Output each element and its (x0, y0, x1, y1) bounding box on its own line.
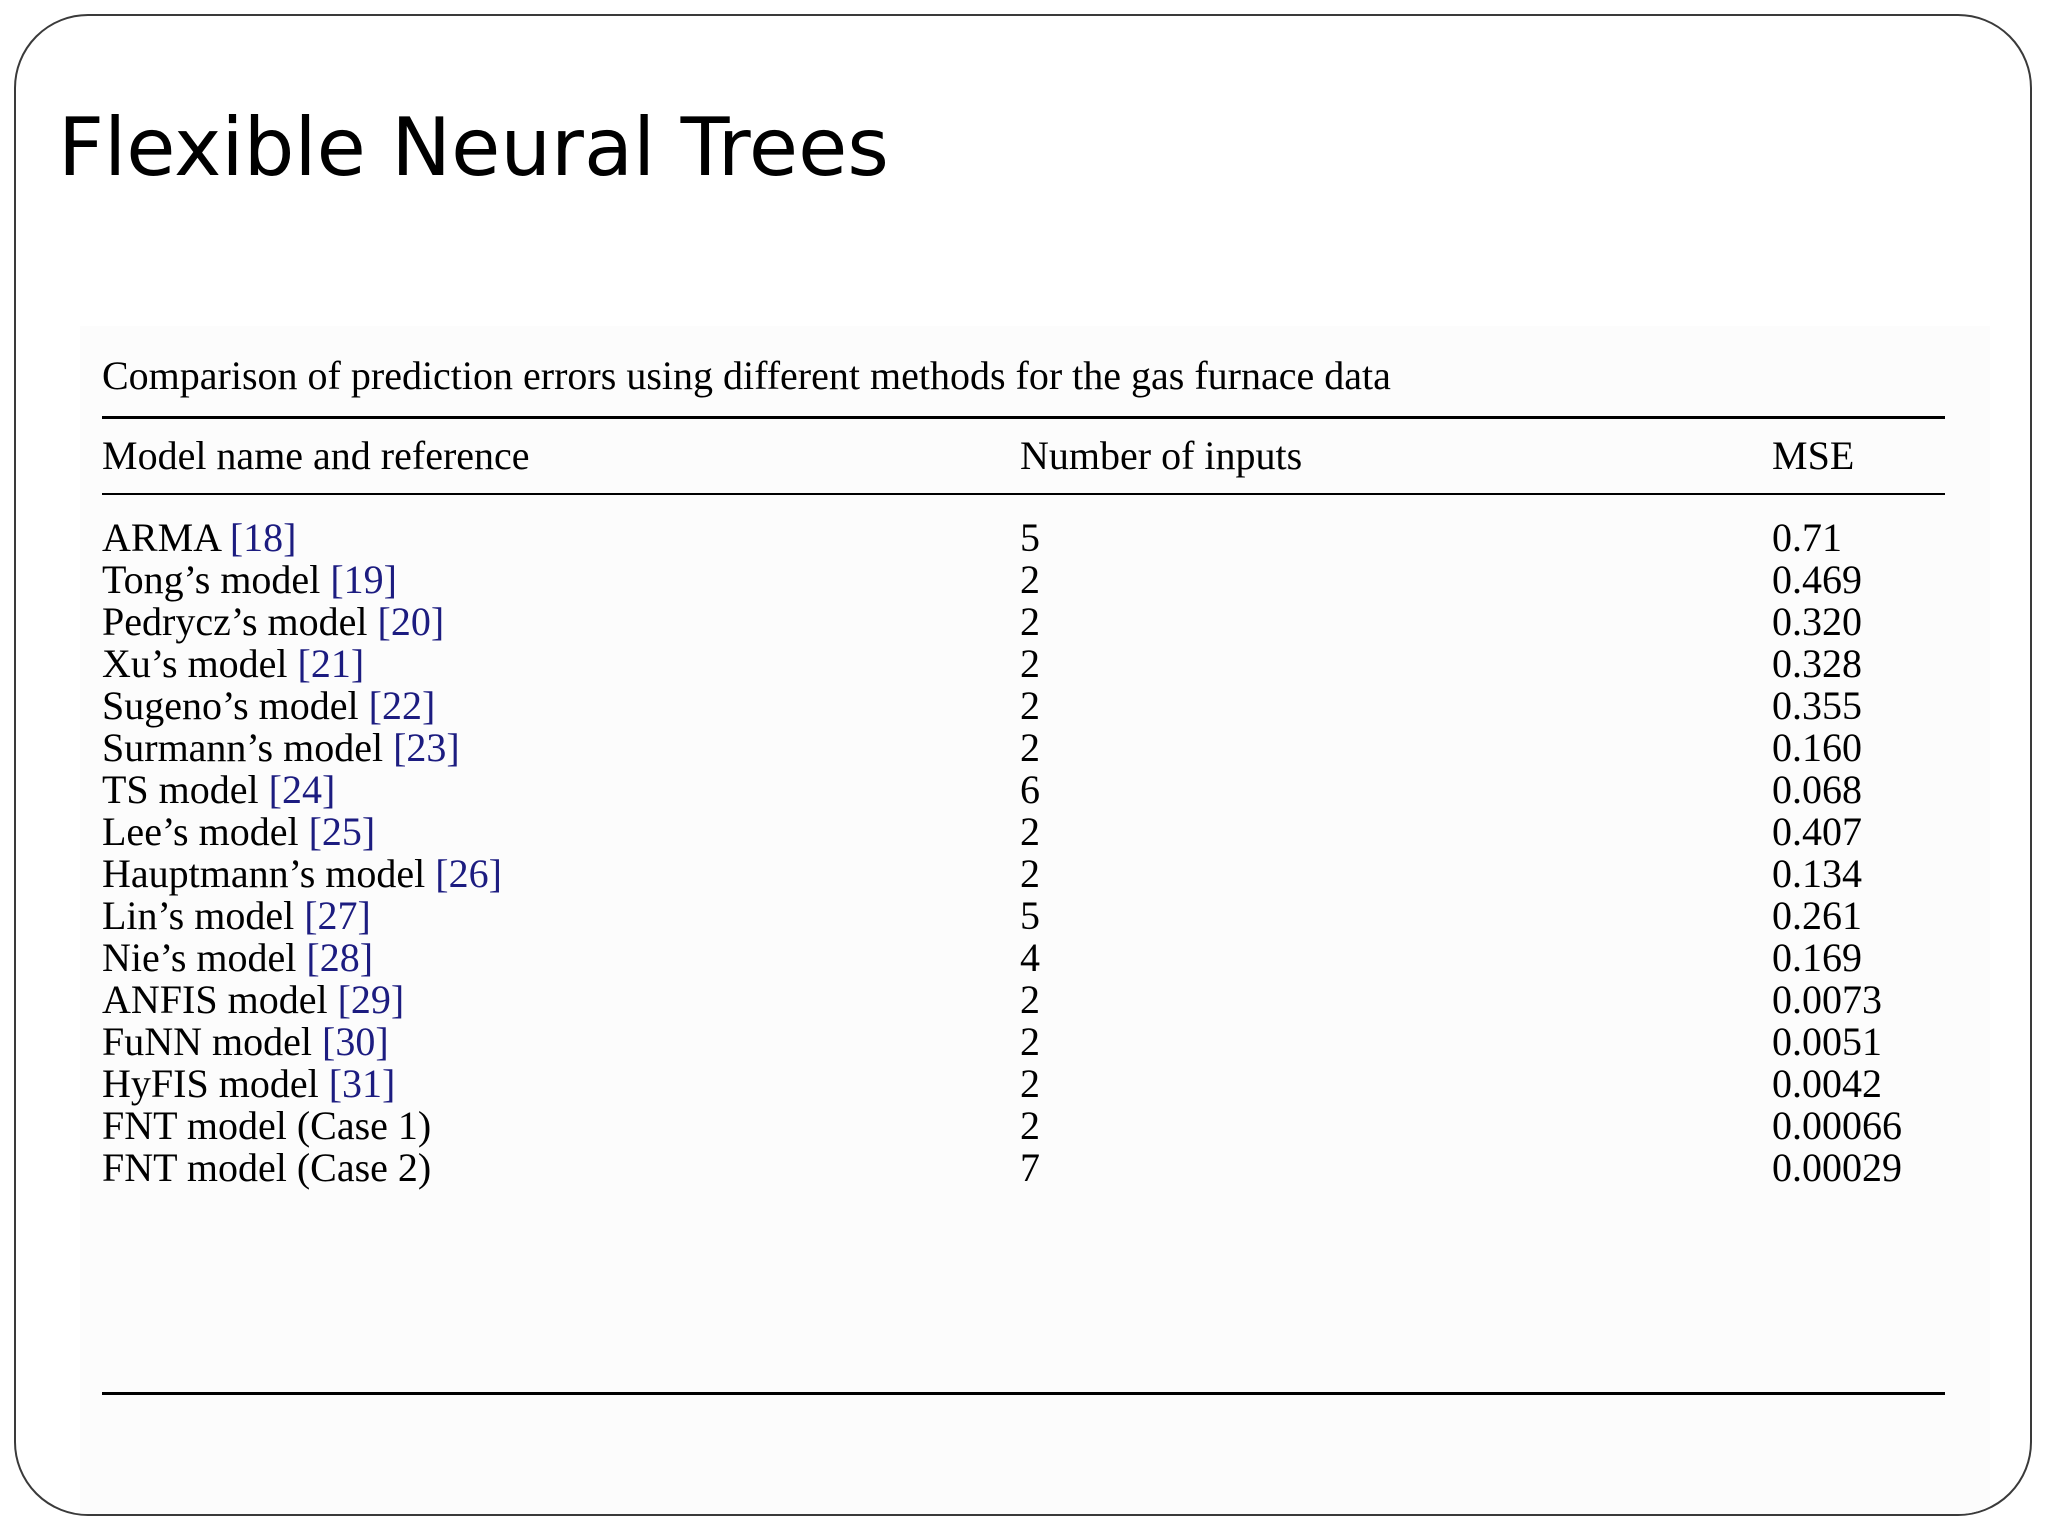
reference-link[interactable]: [19] (330, 557, 397, 602)
mse-cell: 0.320 (1772, 599, 1862, 644)
reference-link[interactable]: [30] (322, 1019, 389, 1064)
model-name: ARMA (102, 515, 220, 560)
model-name: Lin’s model (102, 893, 295, 938)
table-bottom-rule (102, 1392, 1945, 1395)
model-name: FNT model (Case 1) (102, 1103, 432, 1148)
reference-link[interactable]: [31] (328, 1061, 396, 1106)
model-name: HyFIS model (102, 1061, 319, 1106)
table-header-rule (102, 493, 1945, 495)
mse-cell: 0.00066 (1772, 1103, 1902, 1148)
model-name: Nie’s model (102, 935, 297, 980)
reference-link[interactable]: [28] (306, 935, 374, 980)
inputs-cell: 2 (1020, 1103, 1040, 1148)
inputs-cell: 2 (1020, 641, 1040, 686)
reference-link[interactable]: [26] (435, 851, 502, 896)
mse-cell: 0.261 (1772, 893, 1862, 938)
inputs-cell: 5 (1020, 893, 1040, 938)
mse-cell: 0.0073 (1772, 977, 1882, 1022)
inputs-cell: 2 (1020, 1061, 1040, 1106)
slide (14, 14, 2032, 1516)
inputs-cell: 5 (1020, 515, 1040, 560)
model-name: Xu’s model (102, 641, 288, 686)
reference-link[interactable]: [27] (304, 893, 371, 938)
reference-link[interactable]: [21] (297, 641, 365, 686)
comparison-table (80, 326, 1990, 1516)
inputs-cell: 2 (1020, 557, 1040, 602)
model-name: FNT model (Case 2) (102, 1145, 432, 1190)
table-body (80, 510, 1990, 1390)
mse-cell: 0.00029 (1772, 1145, 1902, 1190)
inputs-cell: 2 (1020, 851, 1040, 896)
model-name-cell (102, 1140, 431, 1195)
mse-cell: 0.169 (1772, 935, 1862, 980)
inputs-cell: 7 (1020, 1145, 1040, 1190)
mse-cell: 0.160 (1772, 725, 1862, 770)
model-name: Hauptmann’s model (102, 851, 426, 896)
reference-link[interactable]: [25] (308, 809, 376, 854)
reference-link[interactable]: [22] (368, 683, 436, 728)
model-name: TS model (102, 767, 259, 812)
model-name: ANFIS model (102, 977, 328, 1022)
mse-cell: 0.71 (1772, 515, 1842, 560)
inputs-cell: 2 (1020, 599, 1040, 644)
mse-cell: 0.407 (1772, 809, 1862, 854)
table-row (80, 1140, 1990, 1195)
mse-cell: 0.355 (1772, 683, 1862, 728)
reference-link[interactable]: [29] (337, 977, 405, 1022)
mse-cell: 0.469 (1772, 557, 1862, 602)
reference-link[interactable]: [24] (268, 767, 336, 812)
header-model: Model name and reference (102, 433, 530, 478)
model-name: Surmann’s model (102, 725, 384, 770)
model-name: Sugeno’s model (102, 683, 359, 728)
inputs-cell: 2 (1020, 809, 1040, 854)
mse-cell: 0.328 (1772, 641, 1862, 686)
model-name: FuNN model (102, 1019, 312, 1064)
model-name: Pedrycz’s model (102, 599, 368, 644)
table-top-rule (102, 416, 1945, 419)
mse-cell: 0.0042 (1772, 1061, 1882, 1106)
header-mse: MSE (1772, 433, 1855, 478)
reference-link[interactable]: [18] (229, 515, 297, 560)
inputs-cell: 6 (1020, 767, 1040, 812)
slide-title: Flexible Neural Trees (58, 101, 889, 194)
inputs-cell: 2 (1020, 977, 1040, 1022)
inputs-cell: 2 (1020, 1019, 1040, 1064)
table-header-row (80, 428, 1990, 483)
model-name: Lee’s model (102, 809, 299, 854)
inputs-cell: 2 (1020, 683, 1040, 728)
header-inputs: Number of inputs (1020, 433, 1303, 478)
inputs-cell: 2 (1020, 725, 1040, 770)
table-caption: Comparison of prediction errors using different methods for the gas furnace data (102, 353, 1391, 398)
inputs-cell: 4 (1020, 935, 1040, 980)
model-name: Tong’s model (102, 557, 321, 602)
reference-link[interactable]: [20] (377, 599, 445, 644)
mse-cell: 0.068 (1772, 767, 1862, 812)
reference-link[interactable]: [23] (393, 725, 460, 770)
mse-cell: 0.0051 (1772, 1019, 1882, 1064)
mse-cell: 0.134 (1772, 851, 1862, 896)
